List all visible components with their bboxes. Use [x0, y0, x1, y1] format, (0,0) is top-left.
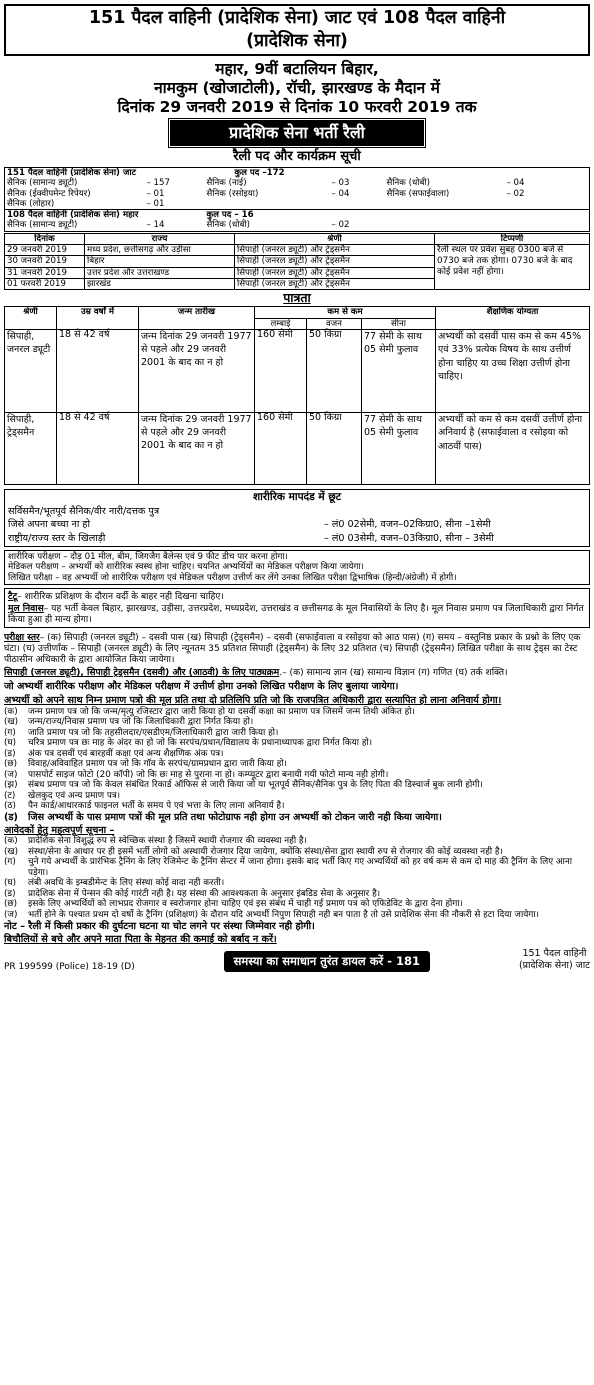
- elig-category: सिपाही, जनरल ड्यूटी: [5, 329, 57, 412]
- schedule-title: रैली पद और कार्यक्रम सूची: [233, 149, 361, 164]
- list-item: (झ) संबध प्रमाण पत्र जो कि केवल संबंधित रिकार्ड ऑफिस से जारी किया जो या भूतपूर्व सैनिक/सैनिक पुत्र के लिए पिता की डिस्चार्ज बुक लानी होगी।: [4, 780, 483, 791]
- post-name: सैनिक (सामान्य ड्यूटी): [7, 178, 78, 189]
- post-count: – 04: [506, 178, 525, 189]
- list-item: (ख) संस्था/सेना के आधार पर ही इसमें भर्ती लोगो को अस्थायी रोजगार दिया जायेगा, क्योंकि संस्था/सेना द्वारा स्थायी रुप से रोजगार की कोई व्यवस्था नही है।: [4, 846, 503, 857]
- elig-age: 18 से 42 वर्ष: [57, 329, 139, 412]
- syllabus-text: .– (क) सामान्य ज्ञान (ख) सामान्य विज्ञान (ग) गणित (घ) तर्क शक्ति।: [279, 668, 508, 679]
- eligibility-title: पात्रता: [283, 290, 311, 306]
- post-name: सैनिक (धोबी): [386, 178, 430, 189]
- schedule-category: सिपाही (जनरल ड्यूटी) और ट्रेड्समैन: [235, 245, 435, 256]
- bottom-bar: [4, 948, 590, 972]
- schedule-state: उत्तर प्रदेश और उत्तराखण्ड: [85, 267, 235, 278]
- exam-level-label: परीक्षा स्तर: [4, 633, 40, 644]
- unit2-total: कुल पद – 16: [205, 210, 590, 221]
- header-title-line2: (प्रादेशिक सेना): [246, 31, 348, 51]
- post-name: सैनिक (धोबी): [206, 220, 250, 231]
- passed-note: जो अभ्यर्थी शारीरिक परीक्षण और मेडिकल परीक्षण में उत्तीर्ण होगा उनको लिखित परीक्षण के लिए बुलाया जायेगा।: [4, 681, 399, 693]
- signature-line2: (प्रादेशिक सेना) जाट: [518, 960, 590, 972]
- eligibility-table: [4, 306, 590, 485]
- schedule-header: राज्य: [85, 233, 235, 244]
- post-name: सैनिक (नाई): [206, 178, 247, 189]
- elig-category: सिपाही, ट्रेड्समैन: [5, 412, 57, 484]
- pr-code: PR 199599 (Police) 18-19 (D): [4, 962, 135, 973]
- list-item: (ड) जिस अभ्यर्थी के पास प्रमाण पत्रों की मूल प्रति तथा फोटोग्राफ नही होगा उन अभ्यर्थी को टोकन जारी नही किया जायेगा।: [4, 811, 442, 823]
- domicile-label: मूल निवास: [8, 603, 44, 614]
- location-line2: नामकुम (खोजाटोली), रॉची, झारखण्ड के मैदान में: [154, 79, 440, 97]
- docs-note: अभ्यर्थी को अपने साथ निम्न प्रमाण पत्रो की मूल प्रति तथा दो प्रतिलिपि प्रति जो कि राजपत्रित अधिकारी द्वारा सत्यापित हो लाना अनिवार्य होगा।: [4, 695, 502, 706]
- list-item: (घ) लंबी अवधि के इम्बडीमेन्ट के लिए संस्था कोई वादा नही करती।: [4, 878, 225, 889]
- list-item: (छ) इसके लिए अभ्यर्थियों को लाभप्रद रोजगार व स्वरोजगार होना चाहिए एवं इस संबंध में चाही गई प्रमाण पत्र को एफिडेविट के द्वारा देना होगा।: [4, 899, 463, 910]
- list-item: (ट) खेलकुद एवं अन्य प्रमाण पत्र।: [4, 790, 121, 801]
- elig-education: अभ्यर्थी को कम से कम दसवीं उत्तीर्ण होना अनिवार्य है (सफाईवाला व रसोइया को आठवीं पास): [436, 412, 590, 484]
- list-item: (छ) विवाह/अविवाहित प्रमाण पत्र जो कि गॉव के सरपंच/ग्रामप्रधान द्वारा जारी किया हो।: [4, 759, 287, 770]
- posts-table: [4, 167, 590, 232]
- post-count: – 01: [146, 188, 165, 199]
- signature-block: [519, 948, 590, 972]
- post-name: सैनिक (लोहार): [7, 198, 55, 209]
- notes-box: [4, 588, 590, 628]
- syllabus-label: सिपाही (जनरल ड्यूटी), सिपाही ट्रेड्समैन (दसवी) और (आठवी) के लिए पाठ्यक्रम: [4, 668, 280, 679]
- written-test: लिखित परीक्षा – वह अभ्यर्थी जो शारीरिक परीक्षण एवं मेडिकल परीक्षण उत्तीर्ण कर लेंगे उनका लिखित परीक्षा द्विभाषिक (हिन्दी/अंग्रेजी) में होगी।: [8, 572, 457, 583]
- relaxation-line3-right: – लं0 03सेमी, वजन–03किग्रा0, सीना – 3सेमी: [324, 533, 494, 545]
- list-item: (ख) जन्म/राज्य/निवास प्रमाण पत्र जो कि जिलाधिकारी द्वारा निर्गत किया हो।: [4, 717, 254, 728]
- schedule-category: सिपाही (जनरल ड्यूटी) और ट्रेड्समैन: [235, 256, 435, 267]
- post-count: – 04: [331, 188, 350, 199]
- elig-dob: जन्म दिनांक 29 जनवरी 1977 से पहले और 29 जनवरी 2001 के बाद का न हो: [139, 412, 255, 484]
- schedule-row: [5, 245, 590, 256]
- list-item: (क) जन्म प्रमाण पत्र जो कि जन्म/मृत्यु रजिस्टार द्वारा जारी किया हो या दसवीं कक्षा का प्रमाण पत्र जिसमें जन्म तिथी अंकित हो।: [4, 706, 415, 717]
- elig-education: अभ्यर्थी को दसवीं पास कम से कम 45% एवं 33% प्रत्येक विषय के साथ उत्तीर्ण होना चाहिए या उच्च शिक्षा उत्तीर्ण होना चाहिए।: [436, 329, 590, 412]
- posts-row: [5, 199, 590, 210]
- unit1-total: कुल पद –172: [234, 168, 285, 178]
- header-title-line1: 151 पैदल वाहिनी (प्रादेशिक सेना) जाट एवं 108 पैदल वाहिनी: [88, 8, 506, 28]
- list-item: (क) प्रादेशिक सेना विशुद्ध रुप से स्वेच्छिक संस्था है जिसमें स्थायी रोजगार की व्यवस्था नही है।: [4, 836, 307, 847]
- post-count: – 02: [331, 220, 350, 231]
- footer-note2: बिचौलियों से बचे और अपने माता पिता के मेहनत की कमाई को बर्बाद न करें।: [4, 934, 277, 946]
- relaxation-line3-left: राष्ट्रीय/राज्य स्तर के खिलाड़ी: [8, 533, 106, 545]
- elig-header: शैक्षणिक योग्यता: [436, 307, 590, 330]
- list-item: (ड) प्रादेशिक सेना में पेन्सन की कोई गारंटी नही है। यह संस्था की आवश्यकता के अनुसार इंबडिड सेवा के अनुसार है।: [4, 888, 381, 899]
- schedule-header: श्रेणी: [235, 233, 435, 244]
- elig-weight: 50 किग्रा: [307, 412, 362, 484]
- documents-list: [4, 707, 590, 824]
- post-count: – 02: [506, 188, 525, 199]
- posts-row: [5, 178, 590, 188]
- schedule-category: सिपाही (जनरल ड्यूटी) और ट्रेड्समैन: [235, 278, 435, 289]
- elig-subheader: लम्बाई: [255, 318, 307, 329]
- post-count: – 14: [146, 220, 165, 231]
- list-item: (ज) पासपोर्ट साइज फोटो (20 कॉपी) जो कि छः माह से पुराना ना हो। कम्प्यूटर द्वारा बनायी गयी फोटो मान्य नही होगी।: [4, 769, 389, 780]
- schedule-remark: रैली स्थल पर प्रवेश सुबह 0300 बजे से 0730 बजे तक होगा। 0730 बजे के बाद कोई प्रवेश नहीं होगा।: [435, 245, 590, 290]
- list-item: (ड) अंक पत्र दसवीं एवं बारहवीं कक्षा एवं अन्य शैक्षणिक अंक पत्र।: [4, 748, 224, 759]
- unit1-name: 151 पैदल वाहिनी (प्रादेशिक सेना) जाट: [7, 168, 136, 178]
- list-item: (ग) चुने गये अभ्यर्थी के प्रारंभिक ट्रैनिंग के लिए रेजिमेन्ट के ट्रैनिंग सेन्टर में जाना होगा। इसके बाद भर्ती किए गए अभ्यर्थियों को हर वर्ष कम से कम दो माह की ट्रैनिंग के लिए आना पड़ेगा।: [4, 857, 573, 878]
- important-list: [4, 836, 590, 920]
- unit2-name: 108 पैदल वाहिनी (प्रादेशिक सेना) महार: [5, 210, 205, 221]
- elig-header: जन्म तारीख: [139, 307, 255, 330]
- exam-level: [4, 633, 590, 666]
- elig-header: श्रेणी: [5, 307, 57, 330]
- elig-age: 18 से 42 वर्ष: [57, 412, 139, 484]
- elig-subheader: सीना: [362, 318, 436, 329]
- list-item: (ज) भर्ती होने के पश्चात प्रथम दो वर्षो के ट्रैनिंग (प्रशिक्षण) के दौरान यदि अभ्यर्थी निपुण सिपाही नही बन पाता है तो उसे प्रादेशिक सेना की नौकरी से हटा दिया जायेगा।: [4, 909, 539, 920]
- syllabus: [4, 668, 590, 679]
- schedule-state: बिहार: [85, 256, 235, 267]
- post-name: सैनिक (ईक्वीपमेन्ट रिपेयर): [7, 188, 91, 199]
- schedule-date: 31 जनवरी 2019: [5, 267, 85, 278]
- tattoo-label: टैटू: [8, 592, 18, 603]
- posts-row: [5, 189, 590, 199]
- elig-subheader: वजन: [307, 318, 362, 329]
- advertisement-page: [4, 4, 590, 1377]
- tests-box: [4, 550, 590, 586]
- post-name: सैनिक (रसोइया): [206, 188, 259, 199]
- tattoo-text: – शारीरिक प्रशिक्षण के दौरान वर्दी के बाहर नही दिखना चाहिए।: [17, 592, 224, 603]
- signature-line1: 151 पैदल वाहिनी: [522, 948, 587, 960]
- post-count: – 01: [146, 198, 165, 209]
- relaxation-line2-right: – लं0 02सेमी, वजन–02किग्रा0, सीना –1सेमी: [324, 519, 491, 531]
- location-line1: महार, 9वीं बटालियन बिहार,: [215, 60, 379, 78]
- schedule-state: झारखंड: [85, 278, 235, 289]
- medical-test: मेडिकल परीक्षण – अभ्यर्थी को शारीरिक स्वस्थ होना चाहिए। चयनित अभ्यर्थियों का मेडिकल परीक्षण किया जायेगा।: [8, 562, 364, 573]
- elig-height: 160 सेमी: [255, 412, 307, 484]
- header-box: [4, 4, 590, 56]
- elig-header: कम से कम: [255, 307, 436, 318]
- post-name: सैनिक (सामान्य ड्यूटी): [7, 220, 78, 231]
- elig-chest: 77 सेमी के साथ 05 सेमी फुलाव: [362, 412, 436, 484]
- schedule-category: सिपाही (जनरल ड्यूटी) और ट्रेड्समैन: [235, 267, 435, 278]
- rally-banner: प्रादेशिक सेना भर्ती रैली: [170, 120, 424, 146]
- date-line: दिनांक 29 जनवरी 2019 से दिनांक 10 फरवरी 2019 तक: [117, 98, 477, 116]
- schedule-state: मध्य प्रदेश, छत्तीसगढ़ और उड़ीसा: [85, 245, 235, 256]
- post-count: – 03: [331, 178, 350, 189]
- schedule-date: 01 फरवरी 2019: [5, 278, 85, 289]
- list-item: (ठ) पैन कार्ड/आधारकार्ड फाइनल भर्ती के समय पे एवं भत्ता के लिए लाना अनिवार्य है।: [4, 801, 285, 812]
- elig-row: [5, 329, 590, 412]
- elig-chest: 77 सेमी के साथ 05 सेमी फुलाव: [362, 329, 436, 412]
- posts-row: [5, 220, 590, 231]
- footer-note1: नोट – रैली में किसी प्रकार की दुर्घटना घटना या चोट लगने पर संस्था जिम्मेवार नही होगी।: [4, 921, 315, 933]
- relaxation-line1: सर्विसमैन/भूतपूर्व सैनिक/वीर नारी/दत्तक पुत्र: [8, 505, 160, 517]
- relaxation-block: [4, 505, 590, 547]
- schedule-table: [4, 233, 590, 290]
- domicile-text: – यह भर्ती केवल बिहार, झारखण्ड, उड़ीसा, उत्तरप्रदेश, मध्यप्रदेश, उत्तराखंड व छत्तीसगढ के मूल निवासियों के लिए है। मूल निवास प्रमाण पत्र जिलाधिकारी द्वारा निर्गत किया हुआ ही मान्य होगा।: [8, 603, 584, 625]
- post-count: – 157: [146, 178, 170, 189]
- schedule-date: 30 जनवरी 2019: [5, 256, 85, 267]
- elig-weight: 50 किग्रा: [307, 329, 362, 412]
- relaxation-line2-left: जिसे अपना बच्चा ना हो: [8, 519, 90, 531]
- physical-test: शारीरिक परीक्षण – दौड़ 01 मील, बीम, जिगजैग बैलेन्स एवं 9 फीट डीच पार करना होगा।: [8, 551, 288, 562]
- exam-level-text: – (क) सिपाही (जनरल ड्यूटी) – दसवी पास (ख) सिपाही (ट्रेड्समैन) – दसवी (सफाईवाला व रसोइया को आठ पास) (ग) समय – वस्तुनिष्ठ प्रकार के प्रश्नो के लिए एक घंटा। (घ) उत्तीर्णांक – सिपाही (जनरल ड्यूटी) के लिए न्यूनतम 35 प्रतिशत सिपाही (ट्रेड्समैन) के लिए 32 प्रतिशत (च) सिपाही (ट्रेड्समैन) लिखित परीक्षा के साथ ट्रेड्स का टेस्ट पीठासीन अधिकारी के द्वारा आयोजित किया जायेगा।: [4, 633, 581, 666]
- elig-header: उम्र वर्षों में: [57, 307, 139, 330]
- post-name: सैनिक (सफाईवाला): [386, 188, 450, 199]
- important-title: आवेदकों हेतु महत्वपूर्ण सूचना –: [4, 825, 115, 837]
- schedule-header: टिप्पणी: [435, 233, 590, 244]
- relaxation-title: शारीरिक मापदंड में छूट: [4, 489, 590, 505]
- elig-row: [5, 412, 590, 484]
- schedule-date: 29 जनवरी 2019: [5, 245, 85, 256]
- helpline-banner: समस्या का समाधान तुरंत डायल करें - 181: [224, 951, 430, 972]
- elig-dob: जन्म दिनांक 29 जनवरी 1977 से पहले और 29 जनवरी 2001 के बाद का न हो: [139, 329, 255, 412]
- list-item: (ग) जाति प्रमाण पत्र जो कि तहसीलदार/एसडीएम/जिलाधिकारी द्वारा जारी किया हो।: [4, 727, 279, 738]
- schedule-header: दिनांक: [5, 233, 85, 244]
- elig-height: 160 सेमी: [255, 329, 307, 412]
- list-item: (घ) चरित्र प्रमाण पत्र छः माह के अंदर का हो जो कि सरपंच/प्रधान/विद्यालय के प्रधानाध्यापक द्वारा निर्गत किया हो।: [4, 738, 373, 749]
